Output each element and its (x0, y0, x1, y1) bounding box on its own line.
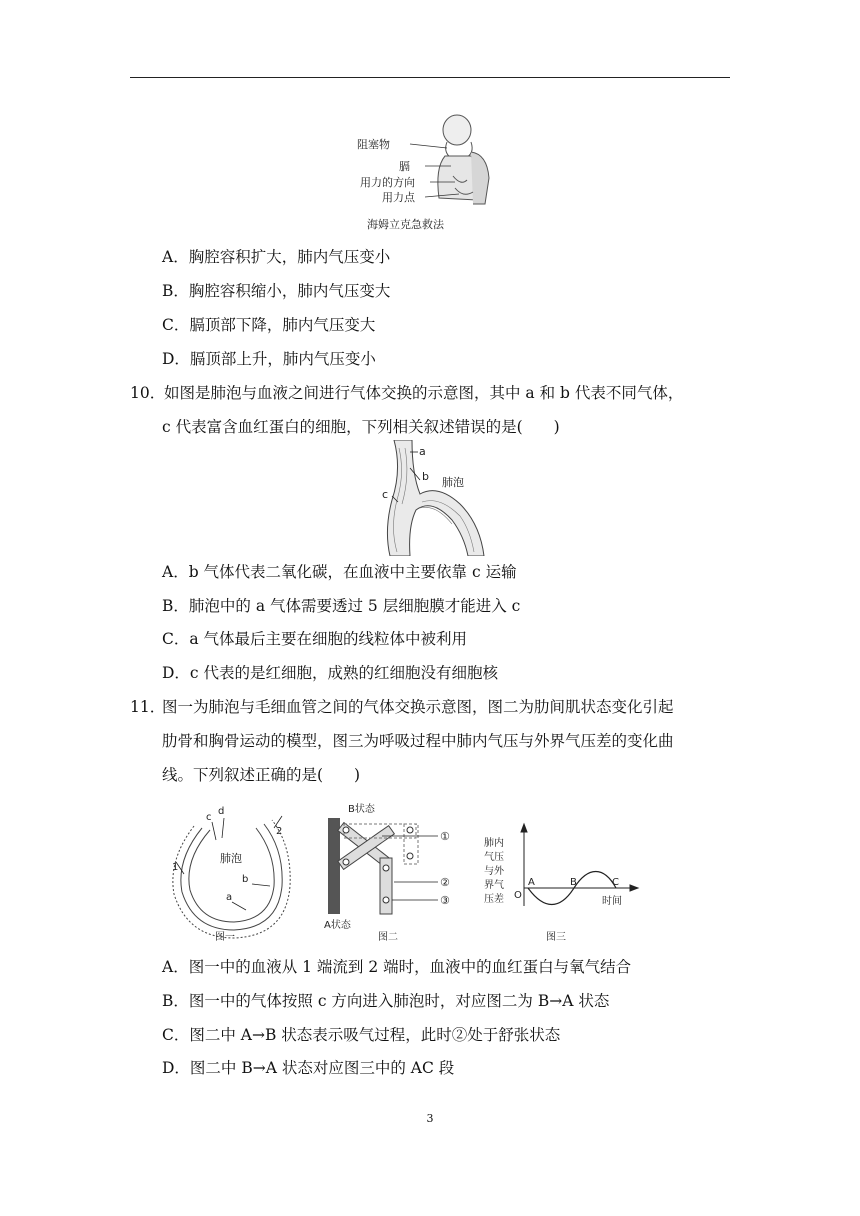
q9-option-a: A．胸腔容积扩大，肺内气压变小 (162, 248, 391, 266)
heimlich-figure (355, 108, 505, 232)
fig1-label-b: b (242, 874, 249, 885)
q9-option-c: C．膈顶部下降，肺内气压变大 (162, 316, 376, 334)
alveolus-label-c: c (382, 488, 389, 501)
fig3-ylabel-3: 与外 (484, 866, 504, 877)
q11-option-b: B．图一中的气体按照 c 方向进入肺泡时，对应图二为 B→A 状态 (162, 992, 610, 1010)
fig3-ylabel-2: 气压 (484, 852, 504, 863)
alveolus-figure (372, 440, 492, 556)
fig3-ylabel-4: 界气 (484, 880, 504, 891)
q11-stem-line1: 图一为肺泡与毛细血管之间的气体交换示意图，图二为肋间肌状态变化引起 (162, 698, 674, 716)
fig1-label-2: 2 (276, 826, 283, 837)
fig3-point-a: A (528, 877, 535, 888)
alveolus-label-a: a (419, 445, 426, 458)
fig1-alveolus-capillary (170, 800, 300, 945)
q11-option-c: C．图二中 A→B 状态表示吸气过程，此时②处于舒张状态 (162, 1026, 561, 1044)
q9-option-d: D．膈顶部上升，肺内气压变小 (162, 350, 376, 368)
fig1-label-alveolus: 肺泡 (220, 852, 242, 865)
q10-option-c: C．a 气体最后主要在细胞的线粒体中被利用 (162, 630, 468, 648)
heimlich-label-diaphragm: 膈 (399, 160, 410, 173)
q10-number: 10． (130, 384, 166, 402)
q11-number: 11． (130, 698, 166, 716)
alveolus-label-alveolus: 肺泡 (442, 476, 464, 489)
header-rule (130, 77, 730, 78)
fig3-caption: 图三 (546, 932, 566, 943)
fig1-label-d: d (218, 806, 225, 817)
q11-option-d: D．图二中 B→A 状态对应图三中的 AC 段 (162, 1059, 455, 1077)
heimlich-caption: 海姆立克急救法 (367, 218, 444, 231)
q11-stem-line2: 肋骨和胸骨运动的模型，图三为呼吸过程中肺内气压与外界气压差的变化曲 (162, 732, 674, 750)
fig3-point-b: B (570, 877, 577, 888)
fig2-label-3: ③ (440, 894, 450, 907)
fig3-origin: O (514, 890, 522, 901)
fig3-point-c: C (612, 877, 619, 888)
q9-option-b: B．胸腔容积缩小，肺内气压变大 (162, 282, 391, 300)
fig2-label-2: ② (440, 876, 450, 889)
fig3-ylabel-5: 压差 (484, 894, 504, 905)
fig2-label-b-state: B状态 (348, 804, 375, 815)
q10-option-a: A．b 气体代表二氧化碳，在血液中主要依靠 c 运输 (162, 563, 517, 581)
fig1-label-a: a (226, 892, 233, 903)
fig1-label-1: 1 (172, 862, 179, 873)
heimlich-label-force-point: 用力点 (382, 191, 415, 204)
fig1-caption: 图一 (215, 932, 235, 943)
alveolus-label-b: b (422, 470, 429, 483)
page-number: 3 (426, 1112, 434, 1125)
fig2-label-a-state: A状态 (324, 920, 351, 931)
heimlich-label-obstruction: 阻塞物 (357, 138, 390, 151)
heimlich-label-force-direction: 用力的方向 (360, 176, 415, 189)
q10-option-d: D．c 代表的是红细胞，成熟的红细胞没有细胞核 (162, 664, 499, 682)
fig2-rib-model (322, 800, 462, 945)
q10-stem-line1: 如图是肺泡与血液之间进行气体交换的示意图，其中 a 和 b 代表不同气体， (164, 384, 684, 402)
q11-option-a: A．图一中的血液从 1 端流到 2 端时，血液中的血红蛋白与氧气结合 (162, 958, 632, 976)
fig3-ylabel-1: 肺内 (484, 838, 504, 849)
q10-option-b: B．肺泡中的 a 气体需要透过 5 层细胞膜才能进入 c (162, 597, 521, 615)
q11-stem-line3: 线。下列叙述正确的是( ) (162, 766, 361, 784)
fig1-label-c: c (206, 812, 212, 823)
fig2-label-1: ① (440, 830, 450, 843)
fig3-pressure-curve (484, 800, 644, 945)
q10-stem-line2: c 代表富含血红蛋白的细胞，下列相关叙述错误的是( ) (162, 418, 560, 436)
fig3-xlabel: 时间 (602, 896, 622, 907)
fig2-caption: 图二 (378, 932, 398, 943)
